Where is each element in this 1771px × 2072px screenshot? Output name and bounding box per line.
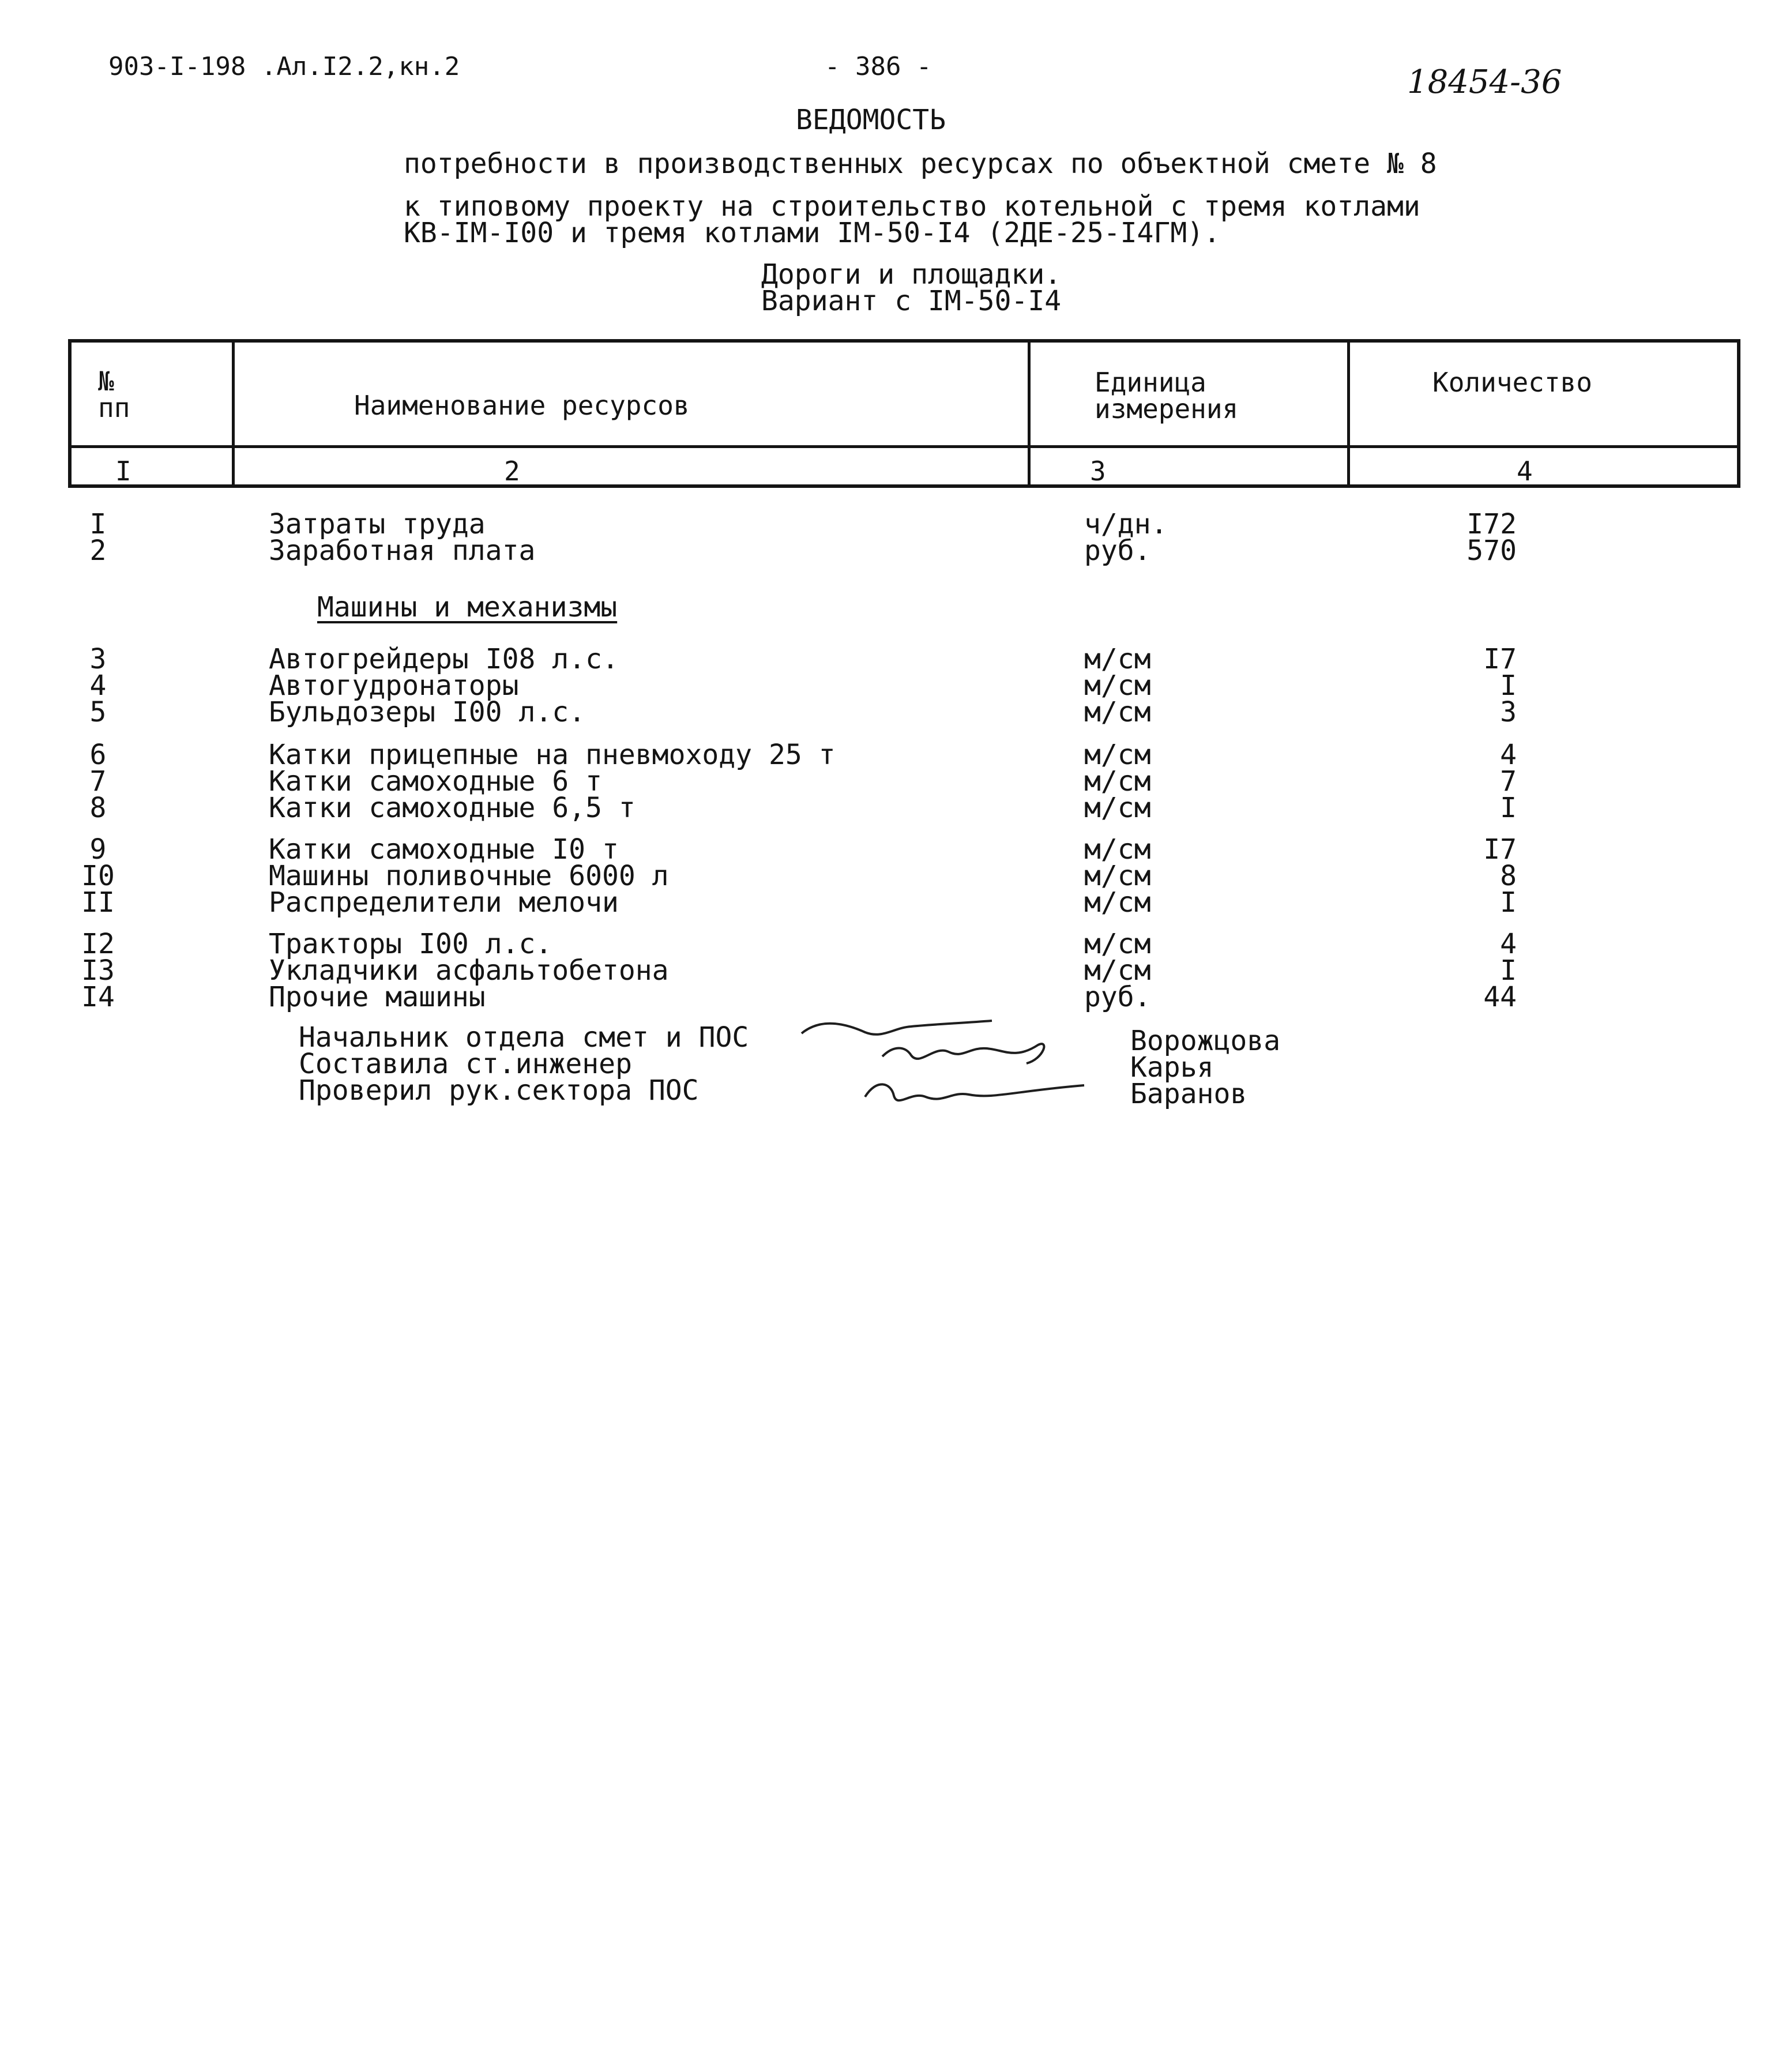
resource-name: Автогрейдеры I08 л.с. [269,643,619,675]
unit: м/см [1084,696,1151,728]
unit: м/см [1084,670,1151,702]
row-number: 6 [89,739,107,771]
row-number: 7 [89,765,107,798]
unit: м/см [1084,860,1151,892]
resource-name: Прочие машины [269,981,486,1013]
document-title: ВЕДОМОСТЬ [796,104,946,136]
resource-name: Катки прицепные на пневмоходу 25 т [269,739,836,771]
column-number: 2 [504,456,520,487]
handwritten-signatures [796,1010,1096,1126]
header-number: № пп [98,366,130,423]
quantity: 44 [1483,981,1517,1013]
unit: руб. [1084,981,1151,1013]
title-subline-1: потребности в производственных ресурсах по объектной смете № 8 [404,148,1437,180]
page-number: - 386 - [825,52,932,81]
quantity: 570 [1467,535,1517,567]
unit: ч/дн. [1084,508,1168,540]
quantity: 4 [1500,928,1517,960]
unit: м/см [1084,886,1151,919]
unit: м/см [1084,765,1151,798]
document-code: 903-I-198 .Ал.I2.2,кн.2 [108,52,460,81]
row-number: 4 [89,670,107,702]
row-number: 5 [89,696,107,728]
column-number: I [115,456,131,487]
quantity: I72 [1467,508,1517,540]
quantity: 4 [1500,739,1517,771]
row-number: I3 [81,954,115,987]
quantity: 8 [1500,860,1517,892]
row-number: 2 [89,535,107,567]
resource-name: Бульдозеры I00 л.с. [269,696,586,728]
signature-role: Проверил рук.сектора ПОС [299,1074,699,1107]
column-number: 4 [1517,456,1533,487]
resource-name: Автогудронаторы [269,670,519,702]
resource-name: Тракторы I00 л.с. [269,928,552,960]
unit: м/см [1084,928,1151,960]
section-heading-machines: Машины и механизмы [317,591,618,623]
resource-name: Машины поливочные 6000 л [269,860,669,892]
unit: м/см [1084,739,1151,771]
quantity: I [1500,792,1517,824]
quantity: I7 [1483,833,1517,866]
quantity: 3 [1500,696,1517,728]
signatory-name: Ворожцова [1130,1025,1281,1057]
header-resource-name: Наименование ресурсов [354,390,690,421]
signature-role: Составила ст.инженер [299,1048,632,1080]
handwritten-archive-number: 18454-36 [1407,63,1562,101]
resource-name: Укладчики асфальтобетона [269,954,669,987]
resource-name: Затраты труда [269,508,486,540]
row-number: I0 [81,860,115,892]
resource-name: Заработная плата [269,535,536,567]
quantity: I7 [1483,643,1517,675]
column-number: 3 [1090,456,1106,487]
row-number: 3 [89,643,107,675]
row-number: II [81,886,115,919]
row-number: I2 [81,928,115,960]
unit: м/см [1084,792,1151,824]
row-number: I [89,508,107,540]
quantity: 7 [1500,765,1517,798]
quantity: I [1500,886,1517,919]
title-subline-3: КВ-IМ-I00 и тремя котлами IМ-50-I4 (2ДЕ-25-I4ГМ). [404,217,1221,249]
row-number: 8 [89,792,107,824]
title-subline-2: к типовому проекту на строительство котельной с тремя котлами [404,190,1420,223]
unit: руб. [1084,535,1151,567]
row-number: 9 [89,833,107,866]
signature-role: Начальник отдела смет и ПОС [299,1021,749,1054]
row-number: I4 [81,981,115,1013]
header-unit: Единица измерения [1095,367,1239,424]
unit: м/см [1084,833,1151,866]
signatory-name: Баранов [1130,1078,1247,1110]
header-quantity: Количество [1432,367,1592,398]
unit: м/см [1084,643,1151,675]
title-subline-5: Вариант с IМ-50-I4 [761,285,1062,317]
quantity: I [1500,670,1517,702]
resource-name: Катки самоходные I0 т [269,833,619,866]
signatory-name: Карья [1130,1051,1214,1084]
resource-name: Катки самоходные 6,5 т [269,792,636,824]
unit: м/см [1084,954,1151,987]
resource-name: Распределители мелочи [269,886,619,919]
resource-name: Катки самоходные 6 т [269,765,602,798]
quantity: I [1500,954,1517,987]
title-subline-4: Дороги и площадки. [761,258,1062,291]
